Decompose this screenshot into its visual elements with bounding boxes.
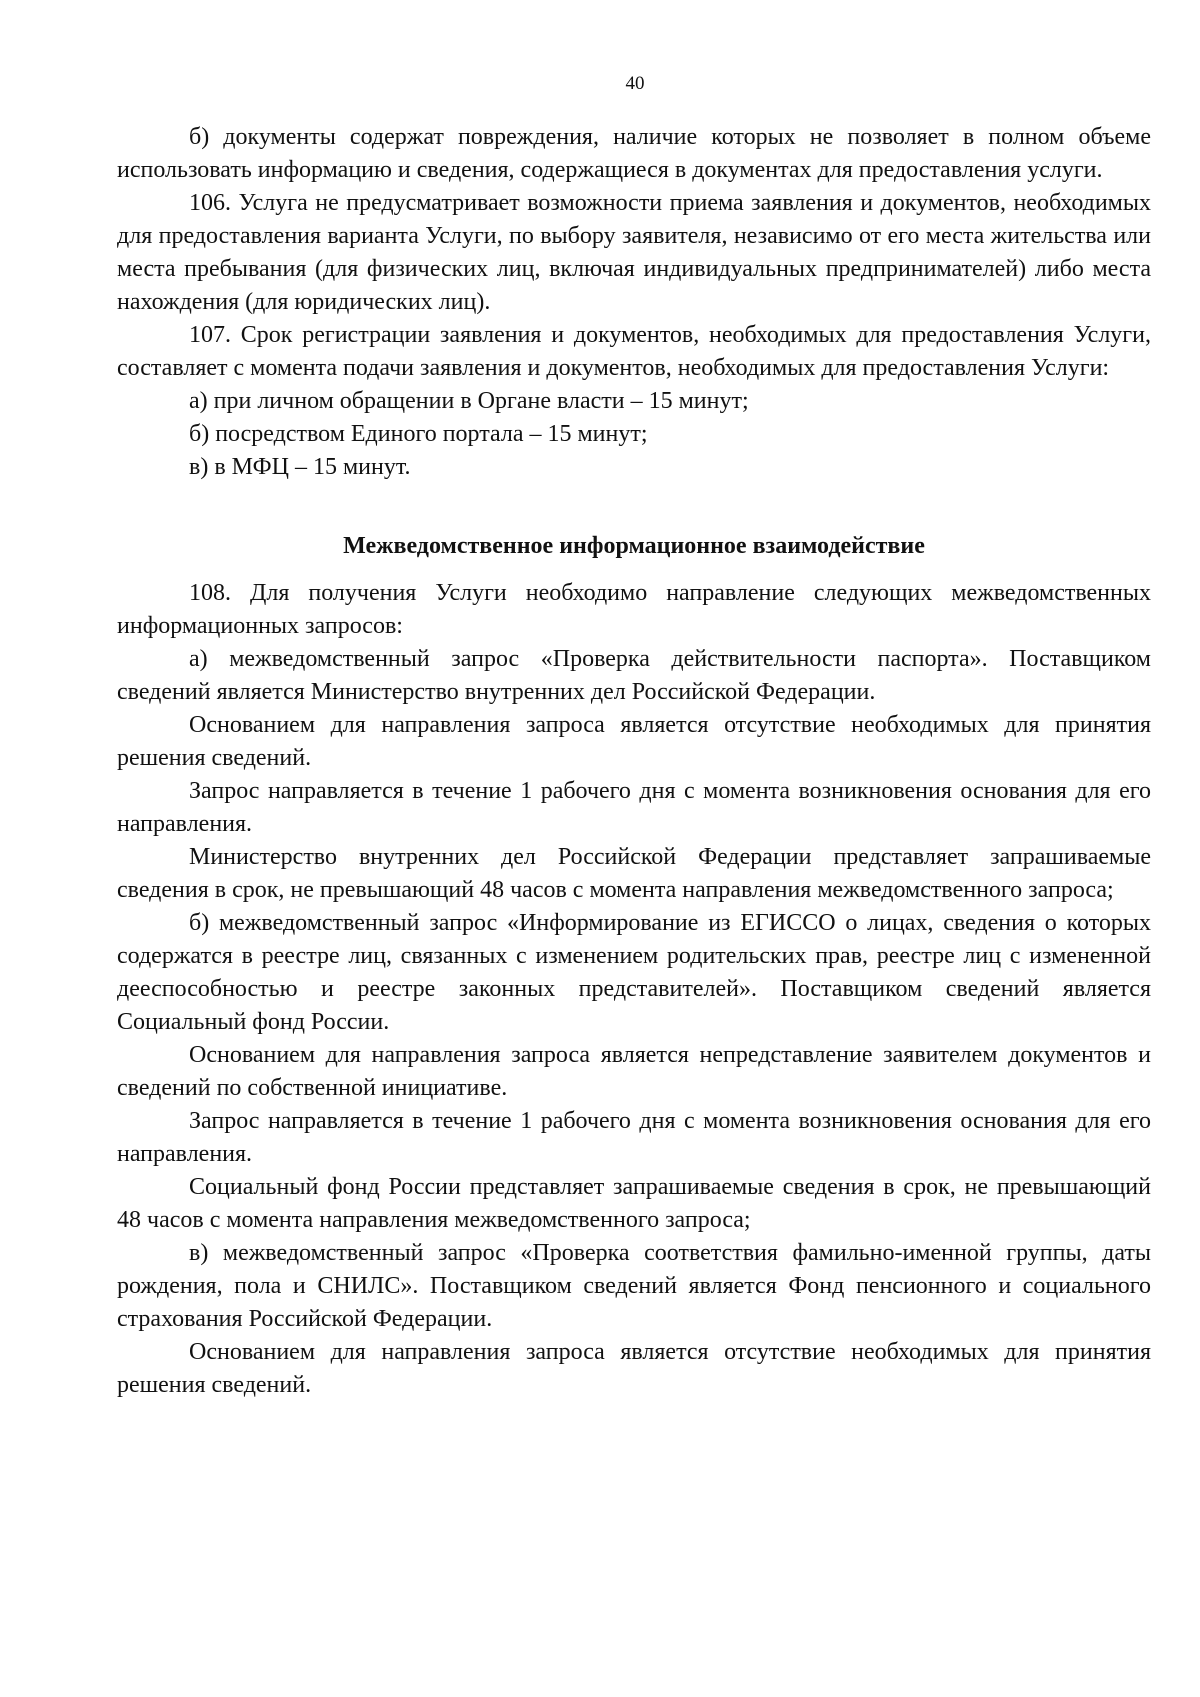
list-item-unified-portal: б) посредством Единого портала – 15 минут; [189, 421, 648, 447]
paragraph-request-egisso: б) межведомственный запрос «Информирование из ЕГИССО о лицах, сведения о которых содержатся в реестре лиц, связанных с изменением родительских прав, реестре лиц с измененной дееспособностью и реестре законных представителей». Поставщиком сведений является Социальный фонд России. [117, 910, 1151, 1035]
paragraph-damaged-documents: б) документы содержат повреждения, наличие которых не позволяет в полном объеме использовать информацию и сведения, содержащиеся в документах для предоставления услуги. [117, 124, 1151, 183]
paragraph-request-snils: в) межведомственный запрос «Проверка соответствия фамильно-именной группы, даты рождения, пола и СНИЛС». Поставщиком сведений является Фонд пенсионного и социального страхования Российской Федерации. [117, 1240, 1151, 1332]
paragraph-mvd-response: Министерство внутренних дел Российской Федерации представляет запрашиваемые сведения в срок, не превышающий 48 часов с момента направления межведомственного запроса; [117, 844, 1151, 903]
paragraph-timing-passport: Запрос направляется в течение 1 рабочего дня с момента возникновения основания для его направления. [117, 778, 1151, 837]
paragraph-timing-egisso: Запрос направляется в течение 1 рабочего дня с момента возникновения основания для его направления. [117, 1108, 1151, 1167]
page-number: 40 [625, 73, 645, 94]
paragraph-basis-egisso: Основанием для направления запроса является непредставление заявителем документов и сведений по собственной инициативе. [117, 1042, 1151, 1101]
paragraph-request-passport: а) межведомственный запрос «Проверка действительности паспорта». Поставщиком сведений является Министерство внутренних дел Российской Федерации. [117, 646, 1151, 705]
paragraph-basis-passport: Основанием для направления запроса является отсутствие необходимых для принятия решения сведений. [117, 712, 1151, 771]
paragraph-108: 108. Для получения Услуги необходимо направление следующих межведомственных информационных запросов: [117, 580, 1151, 639]
list-item-personal-visit: а) при личном обращении в Органе власти – 15 минут; [189, 388, 749, 414]
paragraph-106: 106. Услуга не предусматривает возможности приема заявления и документов, необходимых для предоставления варианта Услуги, по выбору заявителя, независимо от его места жительства или места пребывания (для физических лиц, включая индивидуальных предпринимателей) либо места нахождения (для юридических лиц). [117, 190, 1151, 315]
list-item-mfc: в) в МФЦ – 15 минут. [189, 454, 411, 480]
paragraph-107: 107. Срок регистрации заявления и документов, необходимых для предоставления Услуги, составляет с момента подачи заявления и документов, необходимых для предоставления Услуги: [117, 322, 1151, 381]
paragraph-sfr-response: Социальный фонд России представляет запрашиваемые сведения в срок, не превышающий 48 часов с момента направления межведомственного запроса; [117, 1174, 1151, 1233]
paragraph-basis-snils: Основанием для направления запроса является отсутствие необходимых для принятия решения сведений. [117, 1339, 1151, 1398]
document-body [117, 121, 1151, 1402]
section-heading: Межведомственное информационное взаимодействие [343, 533, 925, 559]
